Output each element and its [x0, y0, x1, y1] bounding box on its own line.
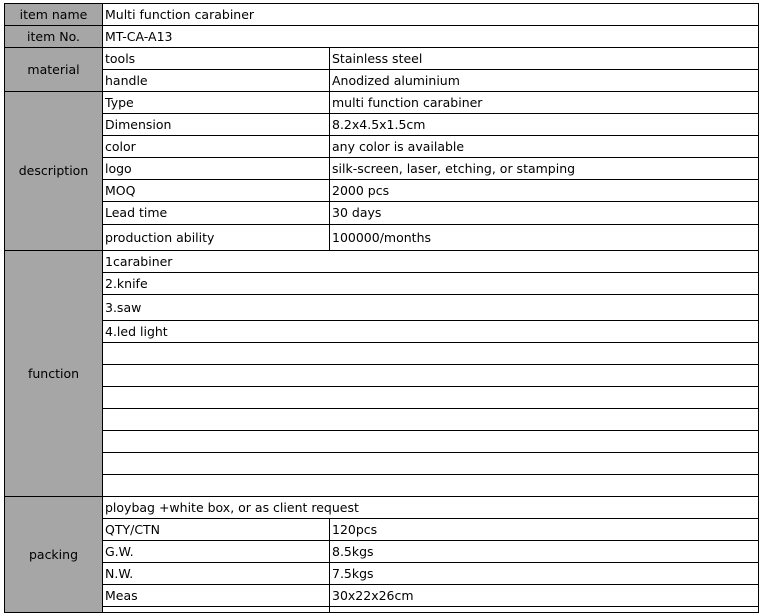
description-key: logo [103, 158, 330, 180]
row-material-handle [5, 70, 759, 92]
function-item: 2.knife [103, 273, 759, 295]
row-function-1 [5, 251, 759, 273]
function-item: 3.saw [103, 295, 759, 321]
description-value: 2000 pcs [330, 180, 759, 202]
description-label: description [5, 92, 103, 251]
row-description-dimension [5, 114, 759, 136]
description-key: Lead time [103, 202, 330, 225]
item-name-label: item name [5, 4, 103, 26]
row-packing-gw [5, 541, 759, 563]
packing-value: 7.5kgs [330, 563, 759, 585]
row-item-no [5, 26, 759, 48]
packing-tail-cell [103, 607, 330, 613]
packing-key: N.W. [103, 563, 330, 585]
row-function-4 [5, 321, 759, 343]
description-key: Dimension [103, 114, 330, 136]
function-item: 4.led light [103, 321, 759, 343]
packing-summary: ploybag +white box, or as client request [103, 497, 759, 519]
item-name-value: Multi function carabiner [103, 4, 759, 26]
description-value: 100000/months [330, 225, 759, 251]
packing-value: 120pcs [330, 519, 759, 541]
function-item: 1carabiner [103, 251, 759, 273]
packing-key: Meas [103, 585, 330, 607]
function-empty-cell [103, 343, 759, 365]
item-no-label: item No. [5, 26, 103, 48]
row-description-lead-time [5, 202, 759, 225]
row-packing-tail [5, 607, 759, 613]
function-label: function [5, 251, 103, 497]
item-no-value: MT-CA-A13 [103, 26, 759, 48]
row-description-moq [5, 180, 759, 202]
description-value: any color is available [330, 136, 759, 158]
row-function-empty [5, 409, 759, 431]
function-empty-cell [103, 387, 759, 409]
material-label: material [5, 48, 103, 92]
function-empty-cell [103, 475, 759, 497]
packing-value: 30x22x26cm [330, 585, 759, 607]
function-empty-cell [103, 365, 759, 387]
description-key: color [103, 136, 330, 158]
row-function-empty [5, 343, 759, 365]
function-empty-cell [103, 453, 759, 475]
row-function-2 [5, 273, 759, 295]
packing-label: packing [5, 497, 103, 613]
description-value: multi function carabiner [330, 92, 759, 114]
row-function-empty [5, 475, 759, 497]
function-empty-cell [103, 409, 759, 431]
row-description-production [5, 225, 759, 251]
row-function-empty [5, 453, 759, 475]
spec-sheet-table [4, 3, 759, 613]
description-value: 30 days [330, 202, 759, 225]
row-description-type [5, 92, 759, 114]
row-description-color [5, 136, 759, 158]
packing-value: 8.5kgs [330, 541, 759, 563]
row-packing-summary [5, 497, 759, 519]
material-value: Anodized aluminium [330, 70, 759, 92]
row-function-empty [5, 387, 759, 409]
packing-tail-cell [330, 607, 759, 613]
description-value: 8.2x4.5x1.5cm [330, 114, 759, 136]
material-key: tools [103, 48, 330, 70]
row-function-empty [5, 431, 759, 453]
row-material-tools [5, 48, 759, 70]
packing-key: QTY/CTN [103, 519, 330, 541]
row-item-name [5, 4, 759, 26]
row-packing-qty [5, 519, 759, 541]
packing-key: G.W. [103, 541, 330, 563]
function-empty-cell [103, 431, 759, 453]
description-key: MOQ [103, 180, 330, 202]
description-key: production ability [103, 225, 330, 251]
row-description-logo [5, 158, 759, 180]
description-key: Type [103, 92, 330, 114]
row-function-3 [5, 295, 759, 321]
row-packing-nw [5, 563, 759, 585]
row-packing-meas [5, 585, 759, 607]
material-value: Stainless steel [330, 48, 759, 70]
description-value: silk-screen, laser, etching, or stamping [330, 158, 759, 180]
material-key: handle [103, 70, 330, 92]
row-function-empty [5, 365, 759, 387]
